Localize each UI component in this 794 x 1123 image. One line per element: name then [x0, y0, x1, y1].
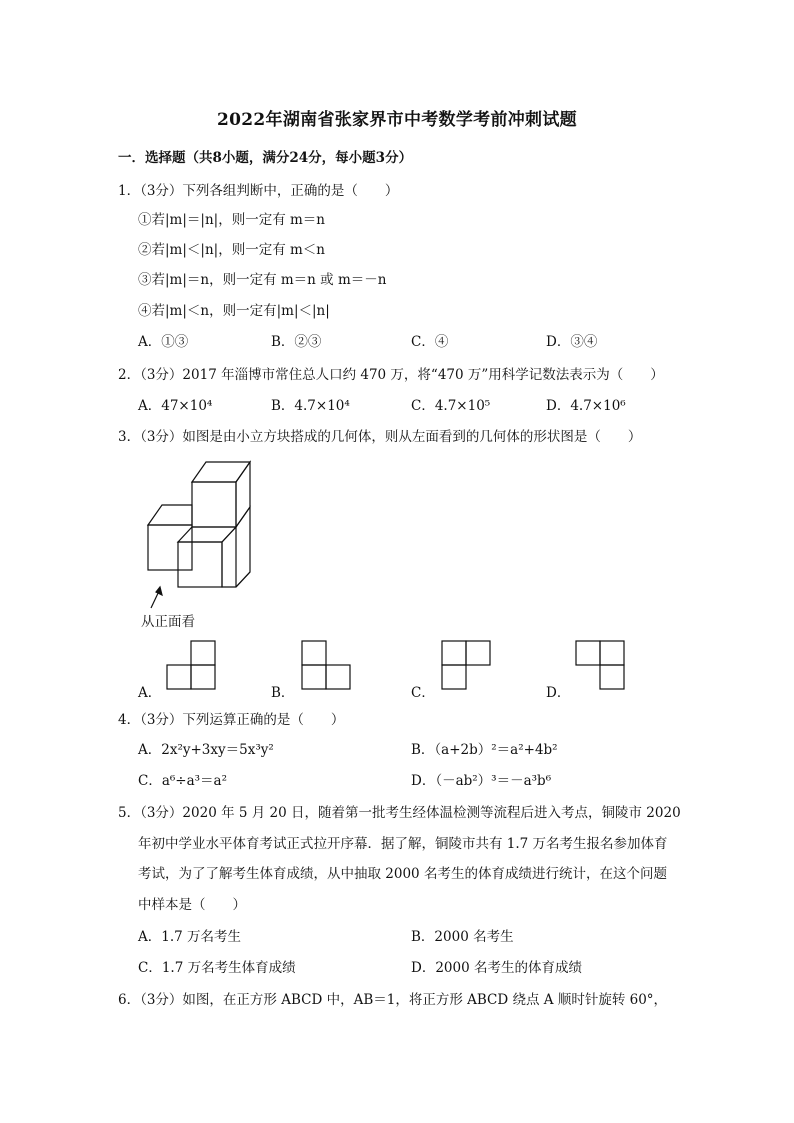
q1-stem: 1．（3分）下列各组判断中，正确的是（ ） [118, 183, 399, 199]
q1-item-4: ④若|m|＜n，则一定有|m|＜|n| [138, 303, 330, 319]
q5-option-d[interactable]: D．2000 名考生的体育成绩 [411, 960, 582, 976]
q4-option-c[interactable]: C．a⁶÷a³＝a² [138, 773, 228, 789]
q1-option-c[interactable]: C．④ [411, 334, 449, 350]
q4-option-a[interactable]: A．2x²y+3xy＝5x³y² [138, 742, 274, 758]
q3-option-c-figure [440, 640, 492, 692]
page-title: 2022年湖南省张家界市中考数学考前冲刺试题 [217, 110, 577, 130]
cube-stack-figure [140, 455, 270, 635]
q3-option-a-figure [165, 640, 217, 692]
q1-item-1: ①若|m|＝|n|，则一定有 m＝n [138, 212, 325, 228]
q3-option-a[interactable]: A． [138, 685, 162, 701]
q1-item-3: ③若|m|＝n，则一定有 m＝n 或 m＝－n [138, 272, 387, 288]
q2-option-c[interactable]: C．4.7×10⁵ [411, 398, 491, 414]
q4-stem: 4．（3分）下列运算正确的是（ ） [118, 712, 345, 728]
q3-option-b[interactable]: B． [271, 685, 295, 701]
q4-option-d[interactable]: D．（－ab²）³＝－a³b⁶ [411, 773, 552, 789]
q6-stem: 6．（3分）如图，在正方形 ABCD 中，AB＝1，将正方形 ABCD 绕点 A 顺时针旋转 60°， [118, 992, 668, 1008]
q5-line-2: 年初中学业水平体育考试正式拉开序幕．据了解，铜陵市共有 1.7 万名考生报名参加体育 [138, 836, 668, 852]
q3-option-d-figure [574, 640, 626, 692]
q5-line-3: 考试，为了了解考生体育成绩，从中抽取 2000 名考生的体育成绩进行统计，在这个问题 [138, 866, 667, 882]
q5-option-c[interactable]: C．1.7 万名考生体育成绩 [138, 960, 296, 976]
q3-stem: 3．（3分）如图是由小立方块搭成的几何体，则从左面看到的几何体的形状图是（ ） [118, 429, 642, 445]
q5-option-a[interactable]: A．1.7 万名考生 [138, 929, 242, 945]
q1-option-d[interactable]: D．③④ [546, 334, 598, 350]
q1-option-b[interactable]: B．②③ [271, 334, 322, 350]
q2-option-d[interactable]: D．4.7×10⁶ [546, 398, 626, 414]
q3-option-b-figure [300, 640, 352, 692]
q3-option-c[interactable]: C． [411, 685, 435, 701]
q5-line-1: 5．（3分）2020 年 5 月 20 日，随着第一批考生经体温检测等流程后进入考点，铜陵市 2020 [118, 805, 681, 821]
q3-view-label: 从正面看 [141, 614, 195, 630]
q1-item-2: ②若|m|＜|n|，则一定有 m＜n [138, 242, 325, 258]
q2-stem: 2．（3分）2017 年淄博市常住总人口约 470 万，将“470 万”用科学记数法表示为（ ） [118, 367, 664, 383]
q1-option-a[interactable]: A．①③ [138, 334, 189, 350]
section-heading: 一．选择题（共8小题，满分24分，每小题3分） [118, 150, 413, 166]
q2-option-b[interactable]: B．4.7×10⁴ [271, 398, 350, 414]
q5-option-b[interactable]: B．2000 名考生 [411, 929, 514, 945]
q2-option-a[interactable]: A．47×10⁴ [138, 398, 213, 414]
q3-option-d[interactable]: D． [546, 685, 571, 701]
q4-option-b[interactable]: B．（a+2b）²＝a²+4b² [411, 742, 558, 758]
q5-line-4: 中样本是（ ） [138, 897, 246, 913]
